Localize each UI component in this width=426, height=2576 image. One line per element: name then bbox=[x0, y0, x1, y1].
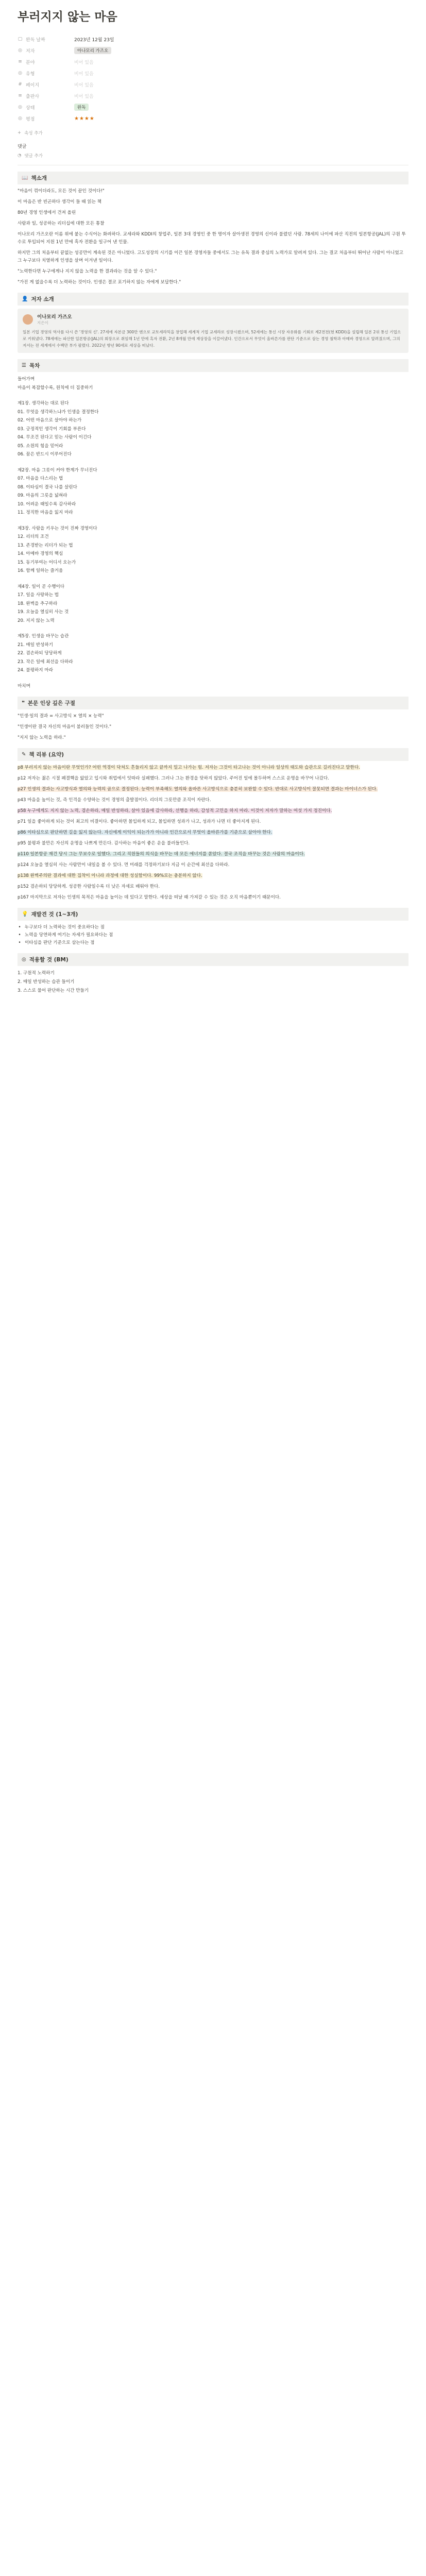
property-label: 평점 bbox=[26, 116, 35, 122]
toc-sub: 마음이 복잡할수록, 원칙에 더 집중하기 bbox=[18, 385, 93, 391]
properties-list bbox=[18, 33, 408, 124]
property-label: 저자 bbox=[26, 48, 35, 54]
author-callout bbox=[18, 309, 408, 353]
add-comment-button[interactable] bbox=[18, 152, 408, 159]
apply-item: 3. 스스로 물어 판단하는 시간 만들기 bbox=[18, 988, 89, 993]
property-text: 비어 있음 bbox=[74, 71, 94, 77]
property-type-icon: ◎ bbox=[18, 71, 22, 76]
property-value[interactable] bbox=[74, 59, 94, 65]
review-text: p8 부러지지 않는 마음이란 무엇인가? 어떤 역경이 닥쳐도 흔들리지 않고 끝까지 밀고 나가는 힘. 저자는 그것이 타고나는 것이 아니라 일상의 태도와 습관으로 길러진다고 말한다. bbox=[18, 765, 360, 770]
property-row[interactable] bbox=[18, 79, 408, 90]
review-paragraph bbox=[18, 851, 408, 858]
apply-item: 2. 매일 반성하는 습관 들이기 bbox=[18, 979, 75, 985]
property-row[interactable] bbox=[18, 90, 408, 101]
toc-item: 23. 작은 일에 최선을 다하라 bbox=[18, 659, 73, 665]
toc-item: 21. 매일 반성하기 bbox=[18, 642, 53, 648]
author-bio: 일본 기업 경영의 역사를 다시 쓴 '경영의 신'. 27세에 자본금 300만 엔으로 교토세라믹을 창업해 세계적 기업 교세라로 성장시켰으며, 52세에는 통신 시장 자유화를 기회로 제2전전(현 KDDI)을 설립해 일본 2위 통신 기업으로 키워냈다. 78세에는 파산한 일본항공(JAL)의 회장으로 취임해 1년 만에 흑자 전환, 2년 8개월 만에 재상장을 이끌어냈다. 인간으로서 무엇이 올바른가를 판단 기준으로 삼는 경영 철학과 아메바 경영으로 알려졌으며, 그의 저서는 전 세계에서 수백만 부가 팔렸다. 2022년 향년 90세로 세상을 떠났다. bbox=[23, 330, 401, 348]
section-title: 저자 소개 bbox=[31, 296, 54, 302]
property-label: 분야 bbox=[26, 60, 35, 65]
rediscover-list bbox=[18, 924, 408, 947]
property-name bbox=[18, 115, 74, 122]
quotes-block bbox=[18, 713, 408, 742]
review-text: p138 완벽주의란 결과에 대한 집착이 아니라 과정에 대한 성실함이다. 99%로는 충분하지 않다. bbox=[18, 873, 202, 878]
property-label: 페이지 bbox=[26, 82, 40, 88]
bullet-item bbox=[18, 924, 408, 931]
pencil-icon: ✎ bbox=[22, 752, 26, 757]
toc-chapter-title: 제2장. 마음 그릇이 커야 한계가 무너진다 bbox=[18, 467, 97, 473]
add-property-button[interactable] bbox=[18, 127, 408, 139]
avatar bbox=[23, 314, 33, 325]
property-name bbox=[18, 70, 74, 77]
toc-chapter-title: 제1장. 생각하는 대로 된다 bbox=[18, 401, 69, 406]
property-type-icon: ◎ bbox=[18, 105, 22, 110]
toc-item: 15. 동기부여는 어디서 오는가 bbox=[18, 560, 76, 565]
section-title: 책 리뷰 (요약) bbox=[29, 752, 64, 758]
toc-item: 12. 리더의 조건 bbox=[18, 534, 49, 539]
property-name bbox=[18, 93, 74, 99]
review-paragraph bbox=[18, 807, 408, 815]
review-paragraph bbox=[18, 872, 408, 880]
toc-item: 10. 어려운 때일수록 감사하라 bbox=[18, 501, 76, 507]
toc-item: 22. 겸손하되 당당하게 bbox=[18, 651, 62, 656]
review-paragraph bbox=[18, 840, 408, 848]
review-text: p167 마지막으로 저자는 인생의 목적은 마음을 높이는 데 있다고 말한다. 세상을 떠날 때 가져갈 수 있는 것은 오직 마음뿐이기 때문이다. bbox=[18, 895, 281, 900]
section-heading-quotes[interactable] bbox=[18, 697, 408, 709]
bullet-text: 이타심을 판단 기준으로 삼는다는 점 bbox=[25, 940, 95, 945]
review-text: p58 누구에게도 지지 않는 노력, 겸손하라, 매일 반성하라, 살아 있음에 감사하라, 선행을 하라, 감성적 고민을 하지 마라. 이것이 저자가 말하는 여섯 가지 정진이다. bbox=[18, 808, 332, 814]
property-value[interactable] bbox=[74, 36, 114, 43]
apply-item: 1. 구원적 노력하기 bbox=[18, 971, 55, 976]
property-value[interactable] bbox=[74, 116, 95, 122]
section-title: 목차 bbox=[29, 363, 40, 369]
section-heading-rediscover[interactable] bbox=[18, 908, 408, 921]
comments-label: 댓글 bbox=[18, 144, 27, 149]
toc-item: 08. 이타심이 결국 나를 살린다 bbox=[18, 484, 77, 490]
toc-item: 03. 긍정적인 생각이 기회를 부른다 bbox=[18, 426, 86, 432]
property-row[interactable] bbox=[18, 67, 408, 79]
intro-paragraph: "가진 게 없을수록 더 노력하는 것이다. 인생은 결코 포기하지 않는 자에게 보답한다." bbox=[18, 280, 181, 285]
toc-item: 11. 정직한 마음을 잃지 마라 bbox=[18, 510, 73, 515]
property-text: 비어 있음 bbox=[74, 82, 94, 88]
property-tag: 아나모리 가즈오 bbox=[74, 47, 111, 54]
bullet-text: 누구보다 더 노력하는 것이 중요하다는 점 bbox=[25, 925, 105, 930]
toc-chapter-title: 제4장. 일이 곧 수행이다 bbox=[18, 584, 65, 589]
intro-paragraph: "마음이 꺾이더라도, 모든 것이 끝인 것이다!" bbox=[18, 189, 105, 194]
toc-item: 14. 아메바 경영의 핵심 bbox=[18, 551, 63, 556]
author-role: 지은이 bbox=[37, 320, 48, 325]
rating-stars: ★★★★ bbox=[74, 115, 95, 122]
toc-outro: 마치며 bbox=[18, 683, 30, 689]
property-row[interactable] bbox=[18, 33, 408, 45]
property-type-icon: ▢ bbox=[18, 37, 23, 42]
property-name bbox=[18, 59, 74, 65]
bullet-item bbox=[18, 939, 408, 947]
toc-item: 09. 마음의 그릇을 넓혀라 bbox=[18, 493, 67, 498]
property-type-icon: ≡ bbox=[18, 59, 22, 64]
property-row[interactable] bbox=[18, 56, 408, 67]
toc-item: 18. 완벽을 추구하라 bbox=[18, 601, 58, 606]
property-value[interactable] bbox=[74, 104, 89, 111]
toc-item: 01. 무엇을 생각하느냐가 인생을 결정한다 bbox=[18, 409, 99, 415]
property-row[interactable] bbox=[18, 45, 408, 56]
toc-item: 02. 어떤 마음으로 살아야 하는가 bbox=[18, 418, 82, 423]
apply-list bbox=[18, 969, 408, 995]
intro-paragraph: "노력한다면 누구에게나 지지 않을 노력을 한 결과라는 것을 알 수 있다." bbox=[18, 269, 157, 274]
section-title: 책소개 bbox=[31, 175, 47, 181]
property-label: 유형 bbox=[26, 71, 35, 77]
property-label: 출판사 bbox=[26, 94, 40, 99]
toc-item: 06. 꿈은 반드시 이루어진다 bbox=[18, 452, 72, 457]
property-value[interactable] bbox=[74, 47, 111, 54]
author-name: 이나모리 가즈오 bbox=[37, 314, 72, 320]
section-heading-intro[interactable] bbox=[18, 172, 408, 184]
intro-paragraph: 사람과 일, 성공하는 리더십에 대한 모든 통찰 bbox=[18, 221, 105, 226]
quote-line: "지지 않는 노력을 하라." bbox=[18, 735, 66, 740]
review-text: p12 저자는 젊은 시절 폐결핵을 앓았고 입시와 취업에서 잇따라 실패했다. 그러나 그는 환경을 탓하지 않았다. 주어진 일에 몰두하며 스스로 운명을 바꾸어 나갔다. bbox=[18, 776, 329, 781]
review-paragraph bbox=[18, 894, 408, 902]
property-text: 비어 있음 bbox=[74, 60, 94, 65]
toc-item: 07. 마음을 다스리는 법 bbox=[18, 476, 63, 481]
intro-paragraph: 이나모리 가즈오란 이름 위에 붙는 수식어는 화려하다. 교세라와 KDDI의 창업주, 일본 3대 경영인 중 한 명이자 살아생전 경영의 신이라 불렸던 사람. 78세의 나이에 파산 직전의 일본항공(JAL)의 구원 투수로 투입되어 지원 1년 만에 흑자 전환을 일구어 낸 인물. bbox=[18, 232, 406, 245]
list-icon: ☰ bbox=[22, 363, 26, 368]
property-value[interactable] bbox=[74, 81, 94, 88]
intro-paragraph: 이 마음은 반 빈곤하다 생각이 들 때 읽는 책 bbox=[18, 199, 101, 205]
toc-item: 16. 함께 일하는 즐거움 bbox=[18, 568, 63, 573]
comment-icon: ◔ bbox=[18, 153, 22, 158]
review-text: p95 불평과 불만은 자신의 운명을 나쁘게 만든다. 감사하는 마음이 좋은 운을 불러들인다. bbox=[18, 841, 190, 846]
comments-section bbox=[18, 139, 408, 165]
intro-block bbox=[18, 188, 408, 286]
toc-item: 05. 소원의 힘을 믿어라 bbox=[18, 443, 63, 449]
toc-intro: 들어가며 bbox=[18, 377, 35, 382]
review-paragraph bbox=[18, 764, 408, 772]
bullet-item bbox=[18, 931, 408, 939]
property-type-icon: # bbox=[18, 82, 22, 87]
toc-item: 24. 불평하지 마라 bbox=[18, 668, 53, 673]
property-tag: 완독 bbox=[74, 104, 89, 111]
target-icon: ◎ bbox=[22, 957, 26, 962]
toc-item: 17. 일을 사랑하는 법 bbox=[18, 592, 59, 598]
toc-item: 19. 오늘을 열심히 사는 것 bbox=[18, 609, 69, 615]
review-text: p86 이타심으로 판단하면 길을 잃지 않는다. 자신에게 이익이 되는가가 아니라 인간으로서 무엇이 올바른가를 기준으로 삼아야 한다. bbox=[18, 830, 272, 835]
intro-paragraph: 하지만 그의 처음부터 끝없는 성공만이 계속된 것은 아니었다. 고도성장의 시기를 이끈 일본 경영자들 중에서도 그는 유독 결과 중심의 노력가로 알려져 있다. 그는 결코 처음부터 뛰어난 사람이 아니었고 그 누구보다 치열하게 인생을 살며 이겨낸 일이다. bbox=[18, 250, 403, 263]
review-block bbox=[18, 764, 408, 902]
review-text: p27 인생의 결과는 사고방식과 열의와 능력의 곱으로 결정된다. 능력이 부족해도 열의와 올바른 사고방식으로 충분히 보완할 수 있다. 반대로 사고방식이 잘못되면 결과는 마이너스가 된다. bbox=[18, 787, 378, 792]
review-paragraph bbox=[18, 796, 408, 804]
property-value[interactable] bbox=[74, 93, 94, 99]
property-type-icon: ◎ bbox=[18, 48, 22, 53]
property-row[interactable] bbox=[18, 101, 408, 113]
toc-chapter-title: 제5장. 인생을 바꾸는 습관 bbox=[18, 634, 69, 639]
toc-item: 20. 지지 않는 노력 bbox=[18, 618, 55, 623]
property-name bbox=[18, 36, 74, 43]
quote-line: "인생·일의 결과 = 사고방식 × 열의 × 능력" bbox=[18, 714, 104, 719]
toc-item: 13. 존경받는 리더가 되는 법 bbox=[18, 543, 73, 548]
property-name bbox=[18, 104, 74, 111]
toc-item: 04. 무조건 된다고 믿는 사람이 이긴다 bbox=[18, 435, 92, 440]
property-label: 상태 bbox=[26, 105, 35, 111]
property-name bbox=[18, 81, 74, 88]
plus-icon: + bbox=[18, 130, 22, 135]
section-title: 재발견 것 (1~3개) bbox=[31, 911, 78, 918]
property-label: 완독 날짜 bbox=[26, 37, 45, 43]
property-type-icon: ◎ bbox=[18, 116, 22, 121]
toc-block bbox=[18, 375, 408, 690]
quote-line: "인생이란 결국 자신의 마음이 불러들인 것이다." bbox=[18, 724, 112, 730]
book-icon: 📖 bbox=[22, 175, 28, 181]
bullet-dot-icon: • bbox=[18, 925, 21, 930]
quote-icon: ❝ bbox=[22, 700, 25, 706]
property-name bbox=[18, 47, 74, 54]
section-heading-toc[interactable] bbox=[18, 359, 408, 372]
property-type-icon: ≡ bbox=[18, 93, 22, 98]
section-heading-review[interactable] bbox=[18, 748, 408, 761]
intro-paragraph: 80년 경영 인생에서 건져 올린 bbox=[18, 210, 76, 215]
review-paragraph bbox=[18, 786, 408, 793]
review-paragraph bbox=[18, 883, 408, 891]
review-paragraph bbox=[18, 861, 408, 869]
review-text: p43 마음을 높이는 것, 즉 인격을 수양하는 것이 경영의 출발점이다. 리더의 그릇만큼 조직이 자란다. bbox=[18, 798, 211, 803]
bullet-text: 노력을 당연하게 여기는 자세가 필요하다는 점 bbox=[25, 933, 113, 938]
review-text: p71 일을 좋아하게 되는 것이 최고의 비결이다. 좋아하면 몰입하게 되고, 몰입하면 성과가 나고, 성과가 나면 더 좋아지게 된다. bbox=[18, 819, 261, 824]
section-heading-author[interactable] bbox=[18, 293, 408, 306]
section-title: 적용할 것 (BM) bbox=[29, 957, 69, 963]
add-property-label: 속성 추가 bbox=[24, 131, 43, 136]
review-paragraph bbox=[18, 829, 408, 837]
property-text: 비어 있음 bbox=[74, 94, 94, 99]
review-text: p152 겸손하되 당당하게. 성공한 사람일수록 더 낮은 자세로 배워야 한다. bbox=[18, 884, 160, 889]
section-heading-apply[interactable] bbox=[18, 953, 408, 966]
page-title: 부러지지 않는 마음 bbox=[18, 10, 117, 24]
person-icon: 👤 bbox=[22, 296, 28, 302]
review-paragraph bbox=[18, 818, 408, 826]
page bbox=[0, 0, 426, 995]
review-text: p124 오늘을 열심히 사는 사람만이 내일을 볼 수 있다. 먼 미래를 걱정하기보다 지금 이 순간에 최선을 다하라. bbox=[18, 862, 230, 868]
bulb-icon: 💡 bbox=[22, 911, 28, 917]
property-text: 2023년 12월 23일 bbox=[74, 37, 114, 43]
bullet-dot-icon: • bbox=[18, 940, 21, 945]
bullet-dot-icon: • bbox=[18, 933, 21, 938]
toc-chapter-title: 제3장. 사람을 키우는 것이 진짜 경영이다 bbox=[18, 526, 97, 531]
section-title: 본문 인상 깊은 구절 bbox=[27, 700, 75, 706]
review-paragraph bbox=[18, 775, 408, 783]
property-row[interactable] bbox=[18, 113, 408, 124]
property-value[interactable] bbox=[74, 70, 94, 77]
review-text: p110 일본항공 재건 당시 그는 무보수로 일했다. 그리고 직원들의 의식을 바꾸는 데 모든 에너지를 쏟았다. 결국 조직을 바꾸는 것은 사람의 마음이다. bbox=[18, 852, 305, 857]
add-comment-label: 댓글 추가 bbox=[24, 154, 43, 159]
